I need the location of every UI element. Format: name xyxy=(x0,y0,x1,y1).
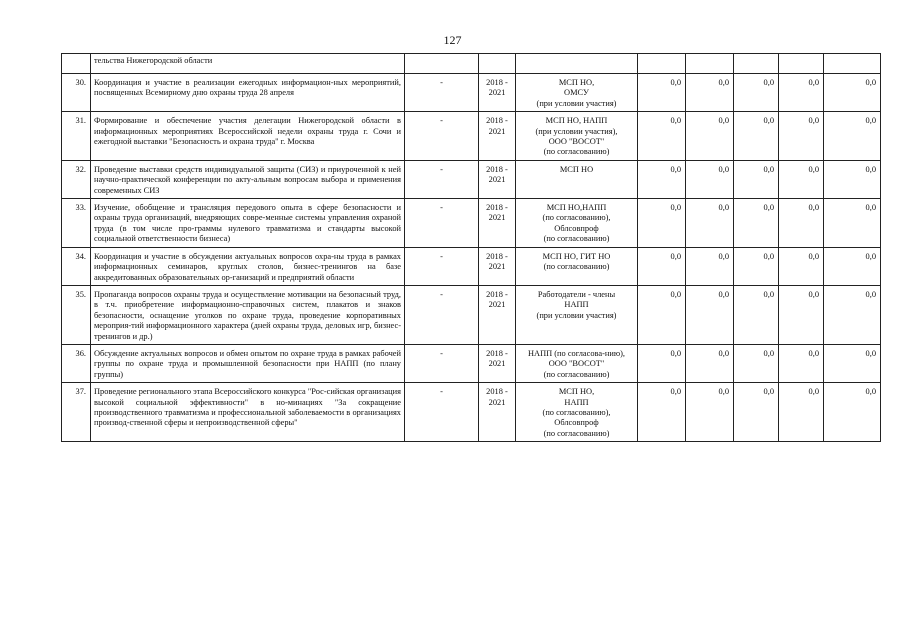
cell-value: 0,0 xyxy=(824,199,881,248)
cell-value: 0,0 xyxy=(734,74,779,112)
cell-description: Проведение выставки средств индивидуальной защиты (СИЗ) и приуроченной к ней научно-практической конференции по акту-альным вопросам выбора и применения современных СИЗ xyxy=(91,160,405,198)
cell-source: - xyxy=(405,199,479,248)
cell-value: 0,0 xyxy=(686,160,734,198)
cell-value xyxy=(734,54,779,74)
cell-value: 0,0 xyxy=(824,112,881,161)
cell-source: - xyxy=(405,160,479,198)
cell-value: 0,0 xyxy=(638,199,686,248)
cell-executors: НАПП (по согласова-нию), ООО "ВОСОТ" (по согласованию) xyxy=(516,344,638,382)
cell-description: Изучение, обобщение и трансляция передового опыта в сфере безопасности и охраны труда организаций, внедряющих совре-менные системы управления охраной труда (в том числе про-граммы нулевого травматизма и стандарты высокой социальной ответственности бизнеса) xyxy=(91,199,405,248)
cell-value: 0,0 xyxy=(638,160,686,198)
cell-value: 0,0 xyxy=(686,112,734,161)
cell-value: 0,0 xyxy=(824,383,881,442)
cell-description: Обсуждение актуальных вопросов и обмен опытом по охране труда в рамках рабочей группы по охране труда и промышленной безопасности при НАПП (по плану группы) xyxy=(91,344,405,382)
cell-num: 33. xyxy=(62,199,91,248)
cell-period: 2018 - 2021 xyxy=(479,160,516,198)
cell-value: 0,0 xyxy=(779,160,824,198)
cell-num: 31. xyxy=(62,112,91,161)
cell-value: 0,0 xyxy=(779,112,824,161)
cell-value: 0,0 xyxy=(824,285,881,344)
cell-source xyxy=(405,54,479,74)
cell-num: 30. xyxy=(62,74,91,112)
cell-num: 35. xyxy=(62,285,91,344)
cell-value: 0,0 xyxy=(779,285,824,344)
activities-table xyxy=(61,53,881,442)
cell-executors: МСП НО, ГИТ НО (по согласованию) xyxy=(516,247,638,285)
cell-value: 0,0 xyxy=(734,112,779,161)
cell-period: 2018 - 2021 xyxy=(479,285,516,344)
cell-period: 2018 - 2021 xyxy=(479,383,516,442)
cell-value: 0,0 xyxy=(686,247,734,285)
cell-num xyxy=(62,54,91,74)
continuation-row xyxy=(62,54,881,74)
cell-value: 0,0 xyxy=(638,285,686,344)
table-row xyxy=(62,383,881,442)
cell-description: Координация и участие в обсуждении актуальных вопросов охра-ны труда в рамках информационных семинаров, круглых столов, бизнес-тренингов на базе аккредитованных образовательных ор-ганизаций и предприятий области xyxy=(91,247,405,285)
cell-value: 0,0 xyxy=(779,199,824,248)
cell-source: - xyxy=(405,247,479,285)
cell-value: 0,0 xyxy=(638,383,686,442)
table-row xyxy=(62,285,881,344)
cell-value: 0,0 xyxy=(734,383,779,442)
cell-value: 0,0 xyxy=(824,344,881,382)
cell-period: 2018 - 2021 xyxy=(479,112,516,161)
cell-value: 0,0 xyxy=(779,383,824,442)
cell-source: - xyxy=(405,112,479,161)
table-row xyxy=(62,74,881,112)
page-number: 127 xyxy=(443,33,462,47)
cell-value: 0,0 xyxy=(734,247,779,285)
table-row xyxy=(62,247,881,285)
cell-executors: МСП НО, ОМСУ (при условии участия) xyxy=(516,74,638,112)
cell-description: Пропаганда вопросов охраны труда и осуществление мотивации на безопасный труд, в т.ч. приобретение информационно-справочных систем, плакатов и знаков безопасности, оснащение уголков по охране труда, проведение корпоративных мероприя-тий информационного характера (дней охраны труда, деловых игр, бизнес-тренингов и др.) xyxy=(91,285,405,344)
cell-value: 0,0 xyxy=(734,199,779,248)
cell-period: 2018 - 2021 xyxy=(479,199,516,248)
cell-num: 37. xyxy=(62,383,91,442)
cell-description: Координация и участие в реализации ежегодных информацион-ных мероприятий, посвященных Всемирному дню охраны труда 28 апреля xyxy=(91,74,405,112)
cell-period: 2018 - 2021 xyxy=(479,247,516,285)
cell-description: Формирование и обеспечение участия делегации Нижегородской области в информационных мероприятиях Всероссийской недели охраны труда г. Сочи и ежегодной выставки "Безопасность и охрана труда" г. Москва xyxy=(91,112,405,161)
cell-value: 0,0 xyxy=(824,247,881,285)
cell-period xyxy=(479,54,516,74)
cell-value: 0,0 xyxy=(824,160,881,198)
cell-value: 0,0 xyxy=(686,74,734,112)
cell-value: 0,0 xyxy=(686,383,734,442)
cell-executors: МСП НО, НАПП (при условии участия), ООО "ВОСОТ" (по согласованию) xyxy=(516,112,638,161)
table-body xyxy=(62,54,881,442)
cell-description: Проведение регионального этапа Всероссийского конкурса "Рос-сийская организация высокой социальной эффективности" в но-минациях "За сокращение производственного травматизма и профессиональной заболеваемости в организациях производ-ственной сферы и непроизводственной сферы" xyxy=(91,383,405,442)
cell-value xyxy=(638,54,686,74)
cell-value: 0,0 xyxy=(638,247,686,285)
cell-executors: МСП НО,НАПП (по согласованию), Облсовпроф (по согласованию) xyxy=(516,199,638,248)
cell-executors: Работодатели - члены НАПП (при условии участия) xyxy=(516,285,638,344)
cell-value: 0,0 xyxy=(686,199,734,248)
cell-executors: МСП НО, НАПП (по согласованию), Облсовпроф (по согласованию) xyxy=(516,383,638,442)
cell-value: 0,0 xyxy=(638,112,686,161)
cell-value: 0,0 xyxy=(734,285,779,344)
cell-num: 34. xyxy=(62,247,91,285)
cell-value: 0,0 xyxy=(779,344,824,382)
table-row xyxy=(62,160,881,198)
cell-source: - xyxy=(405,285,479,344)
cell-period: 2018 - 2021 xyxy=(479,74,516,112)
cell-value xyxy=(779,54,824,74)
cell-value: 0,0 xyxy=(638,74,686,112)
cell-value: 0,0 xyxy=(686,344,734,382)
cell-value: 0,0 xyxy=(824,74,881,112)
cell-executors: МСП НО xyxy=(516,160,638,198)
table-row xyxy=(62,112,881,161)
cell-num: 36. xyxy=(62,344,91,382)
cell-num: 32. xyxy=(62,160,91,198)
cell-value: 0,0 xyxy=(686,285,734,344)
cell-value xyxy=(824,54,881,74)
cell-description: тельства Нижегородской области xyxy=(91,54,405,74)
cell-value: 0,0 xyxy=(734,160,779,198)
cell-source: - xyxy=(405,74,479,112)
cell-value: 0,0 xyxy=(638,344,686,382)
cell-value: 0,0 xyxy=(734,344,779,382)
cell-executors xyxy=(516,54,638,74)
cell-value: 0,0 xyxy=(779,247,824,285)
cell-period: 2018 - 2021 xyxy=(479,344,516,382)
cell-source: - xyxy=(405,344,479,382)
table-row xyxy=(62,344,881,382)
table-row xyxy=(62,199,881,248)
cell-value: 0,0 xyxy=(779,74,824,112)
cell-source: - xyxy=(405,383,479,442)
cell-value xyxy=(686,54,734,74)
